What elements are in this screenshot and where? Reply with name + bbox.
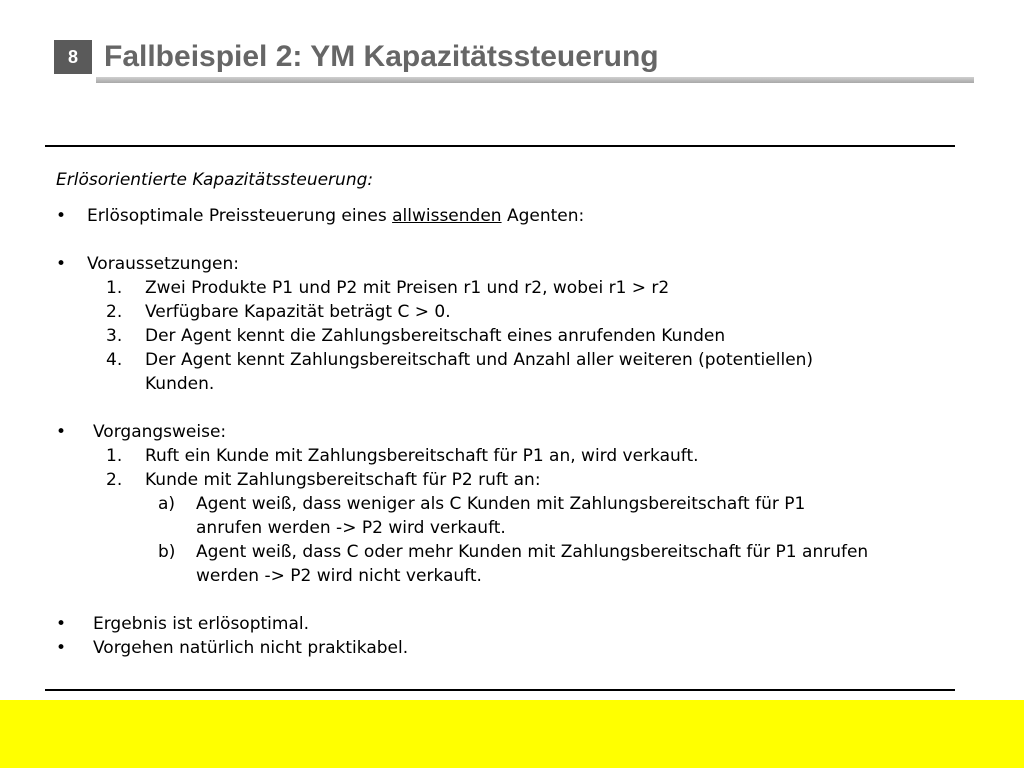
content-subtitle: Erlösorientierte Kapazitätssteuerung: — [56, 170, 374, 190]
bullet-vorgehen: Vorgehen natürlich nicht praktikabel. — [93, 638, 409, 658]
sublist-label: a) — [158, 494, 176, 514]
voraussetzung-item-2: Verfügbare Kapazität beträgt C > 0. — [145, 302, 451, 322]
list-number: 4. — [106, 350, 123, 370]
bullet-ergebnis: Ergebnis ist erlösoptimal. — [93, 614, 309, 634]
vorgangsweise-subitem-b: Agent weiß, dass C oder mehr Kunden mit Zahlungsbereitschaft für P1 anrufen — [196, 542, 869, 562]
voraussetzung-item-3: Der Agent kennt die Zahlungsbereitschaft eines anrufenden Kunden — [145, 326, 726, 346]
vorgangsweise-item-1: Ruft ein Kunde mit Zahlungsbereitschaft für P1 an, wird verkauft. — [145, 446, 699, 466]
bullet-marker: • — [56, 422, 67, 442]
bullet-marker: • — [56, 614, 67, 634]
list-number: 1. — [106, 278, 123, 298]
vorgangsweise-subitem-a-continued: anrufen werden -> P2 wird verkauft. — [196, 518, 506, 538]
voraussetzung-item-4: Der Agent kennt Zahlungsbereitschaft und Anzahl aller weiteren (potentiellen) — [145, 350, 814, 370]
bullet-marker: • — [56, 638, 67, 658]
footer-band — [0, 700, 1024, 768]
bullet-voraussetzungen: Voraussetzungen: — [87, 254, 239, 274]
vorgangsweise-subitem-a: Agent weiß, dass weniger als C Kunden mit Zahlungsbereitschaft für P1 — [196, 494, 806, 514]
header-divider — [96, 77, 974, 83]
vorgangsweise-item-2: Kunde mit Zahlungsbereitschaft für P2 ruft an: — [145, 470, 541, 490]
list-number: 3. — [106, 326, 123, 346]
content-bottom-rule — [45, 689, 955, 691]
slide-number-badge: 8 — [54, 40, 92, 74]
bullet-preissteuerung — [87, 204, 584, 228]
voraussetzung-item-1: Zwei Produkte P1 und P2 mit Preisen r1 und r2, wobei r1 > r2 — [145, 278, 670, 298]
list-number: 2. — [106, 302, 123, 322]
sublist-label: b) — [158, 542, 176, 562]
bullet-preissteuerung-start: Erlösoptimale Preissteuerung eines — [87, 206, 393, 226]
bullet-vorgangsweise: Vorgangsweise: — [93, 422, 227, 442]
list-number: 1. — [106, 446, 123, 466]
slide-title: Fallbeispiel 2: YM Kapazitätssteuerung — [104, 40, 659, 73]
bullet-marker: • — [56, 254, 67, 274]
vorgangsweise-subitem-b-continued: werden -> P2 wird nicht verkauft. — [196, 566, 482, 586]
bullet-preissteuerung-end: Agenten: — [501, 206, 585, 226]
content-top-rule — [45, 145, 955, 147]
voraussetzung-item-4-continued: Kunden. — [145, 374, 215, 394]
underlined-allwissenden: allwissenden — [392, 206, 502, 226]
bullet-marker: • — [56, 206, 67, 226]
list-number: 2. — [106, 470, 123, 490]
